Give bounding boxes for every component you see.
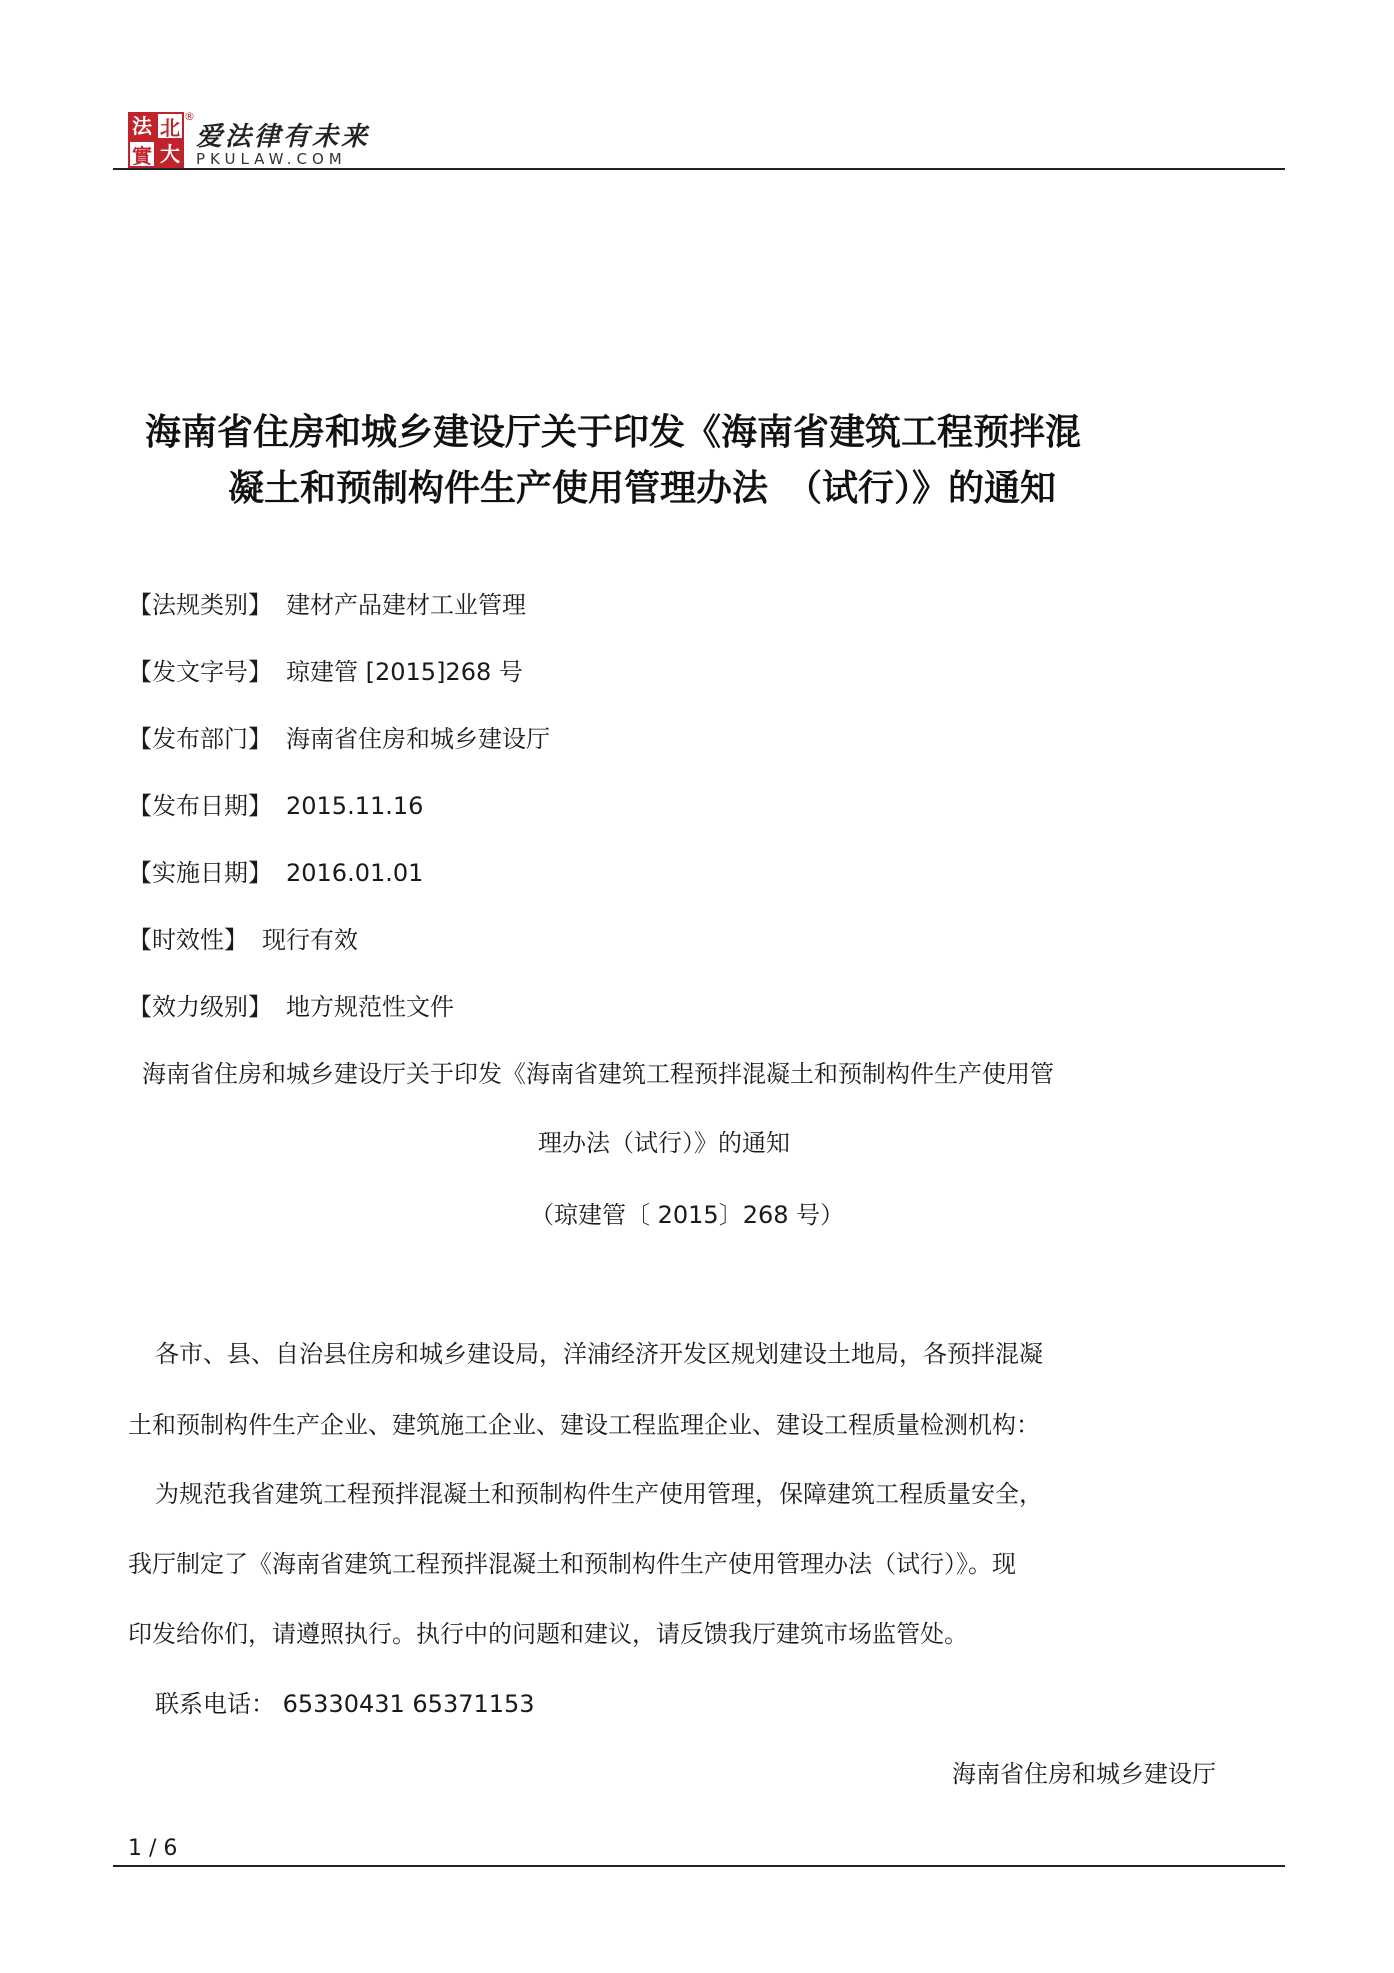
subtitle-line-1: 海南省住房和城乡建设厅关于印发《海南省建筑工程预拌混凝土和预制构件生产使用管 [142,1060,1054,1088]
body-paragraph-2-line-1: 为规范我省建筑工程预拌混凝土和预制构件生产使用管理，保障建筑工程质量安全， [155,1480,1043,1508]
logo-char: 北 [156,112,184,140]
registered-mark: ® [184,110,195,123]
logo-char: 實 [128,140,156,168]
meta-label: 【法规类别】 [128,591,272,619]
meta-label: 【实施日期】 [128,859,272,887]
subtitle-line-2: 理办法（试行）》的通知 [538,1129,790,1157]
meta-validity [128,920,358,955]
contact-phone: 联系电话： 65330431 65371153 [155,1690,535,1718]
meta-value: 琼建管 [2015]268 号 [286,658,523,686]
meta-value: 建材产品建材工业管理 [286,591,526,619]
subtitle-doc-number: （琼建管〔 2015〕268 号） [530,1201,845,1229]
meta-label: 【发布部门】 [128,725,272,753]
meta-value: 现行有效 [262,926,358,954]
meta-label: 【时效性】 [128,926,248,954]
meta-label: 【发文字号】 [128,658,272,686]
meta-label: 【发布日期】 [128,792,272,820]
meta-label: 【效力级别】 [128,993,272,1021]
body-paragraph-1-line-2: 土和预制构件生产企业、建筑施工企业、建设工程监理企业、建设工程质量检测机构： [128,1411,1040,1439]
meta-value: 2016.01.01 [286,859,424,887]
body-paragraph-2-line-2: 我厅制定了《海南省建筑工程预拌混凝土和预制构件生产使用管理办法（试行）》。现 [128,1550,1016,1578]
logo-char: 法 [128,112,156,140]
meta-value: 海南省住房和城乡建设厅 [286,725,550,753]
meta-level [128,987,454,1022]
document-title-line-1: 海南省住房和城乡建设厅关于印发《海南省建筑工程预拌混 [145,412,1082,453]
meta-value: 地方规范性文件 [286,993,454,1021]
logo-char: 大 [156,140,184,168]
meta-doc-number [128,652,523,687]
meta-issue-date [128,786,423,821]
page-number: 1 / 6 [128,1836,178,1861]
meta-value: 2015.11.16 [286,792,424,820]
header-site: PKULAW.COM [196,150,347,168]
header-slogan: 爱法律有未来 [196,122,371,152]
meta-category [128,585,526,620]
signature: 海南省住房和城乡建设厅 [952,1760,1216,1788]
meta-effective-date [128,853,423,888]
header-divider [113,168,1285,170]
body-paragraph-1-line-1: 各市、县、自治县住房和城乡建设局，洋浦经济开发区规划建设土地局，各预拌混凝 [155,1340,1043,1368]
meta-issuer [128,719,550,754]
body-paragraph-2-line-3: 印发给你们，请遵照执行。执行中的问题和建议，请反馈我厅建筑市场监管处。 [128,1620,968,1648]
pkulaw-logo [128,112,184,168]
footer-divider [113,1865,1285,1867]
document-title-line-2: 凝土和预制构件生产使用管理办法 （试行）》的通知 [228,468,1057,509]
